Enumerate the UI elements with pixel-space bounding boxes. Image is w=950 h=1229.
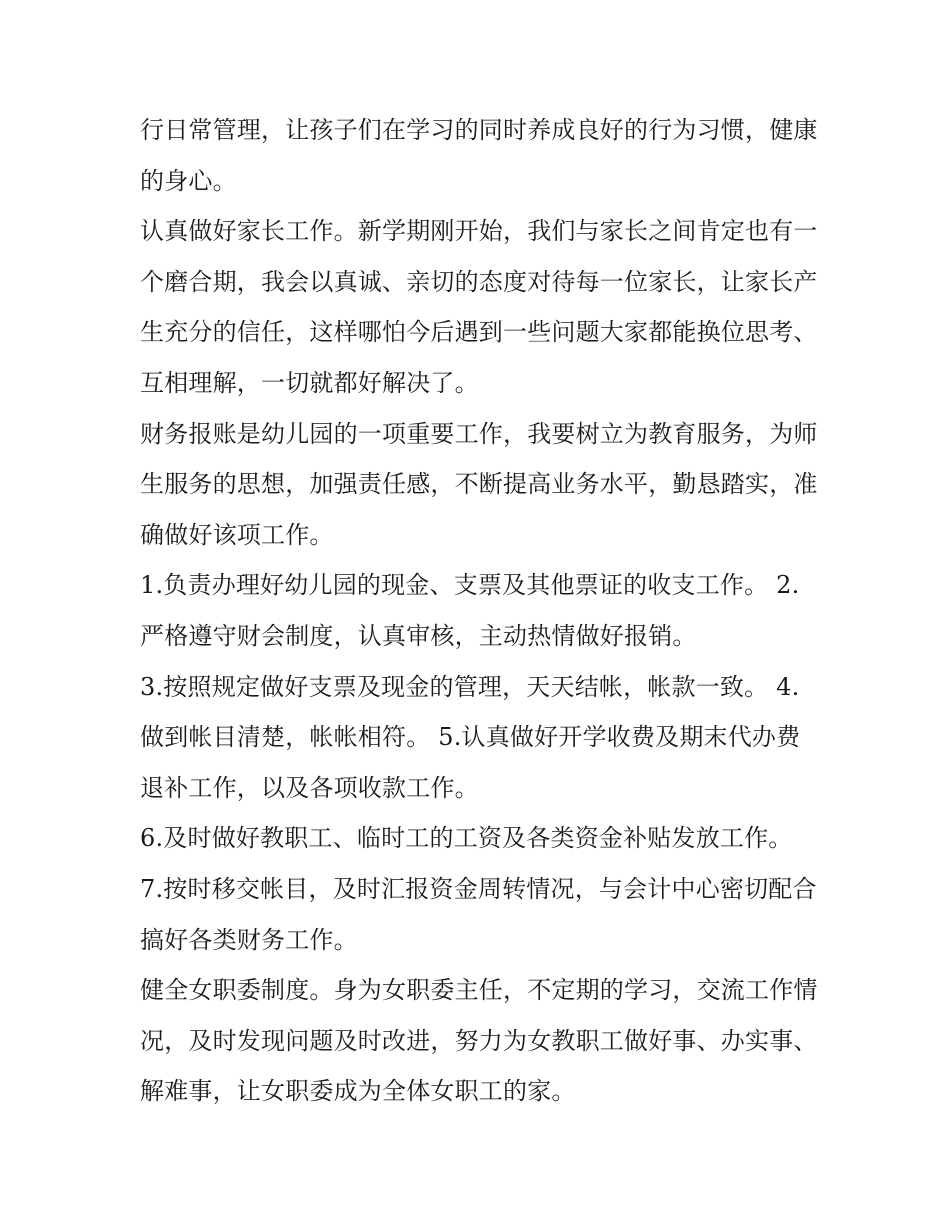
document-body (140, 105, 820, 1117)
paragraph-finance-items-1-2: 1.负责办理好幼儿园的现金、支票及其他票证的收支工作。 2.严格遵守财会制度，认真审核，主动热情做好报销。 (140, 571, 800, 650)
paragraph-finance-item-7: 7.按时移交帐目，及时汇报资金周转情况，与会计中心密切配合搞好各类财务工作。 (140, 874, 817, 954)
paragraph-parent-work: 认真做好家长工作。新学期刚开始，我们与家长之间肯定也有一个磨合期，我会以真诚、亲切的态度对待每一位家长，让家长产生充分的信任，这样哪怕今后遇到一些问题大家都能换位思考、互相理解，一切就都好解决了。 (140, 217, 818, 397)
paragraph-daily-management: 行日常管理，让孩子们在学习的同时养成良好的行为习惯，健康的身心。 (140, 116, 818, 195)
paragraph-finance-item-6: 6.及时做好教职工、临时工的工资及各类资金补贴发放工作。 (140, 824, 793, 853)
paragraph-finance-items-3-5: 3.按照规定做好支票及现金的管理，天天结帐，帐款一致。 4.做到帐目清楚，帐帐相符。 5.认真做好开学收费及期末代办费退补工作，以及各项收款工作。 (140, 672, 801, 802)
paragraph-finance-intro: 财务报账是幼儿园的一项重要工作，我要树立为教育服务，为师生服务的思想，加强责任感，不断提高业务水平，勤恳踏实，准确做好该项工作。 (140, 419, 818, 549)
paragraph-women-committee: 健全女职委制度。身为女职委主任，不定期的学习，交流工作情况，及时发现问题及时改进，努力为女教职工做好事、办实事、解难事，让女职委成为全体女职工的家。 (140, 976, 818, 1106)
